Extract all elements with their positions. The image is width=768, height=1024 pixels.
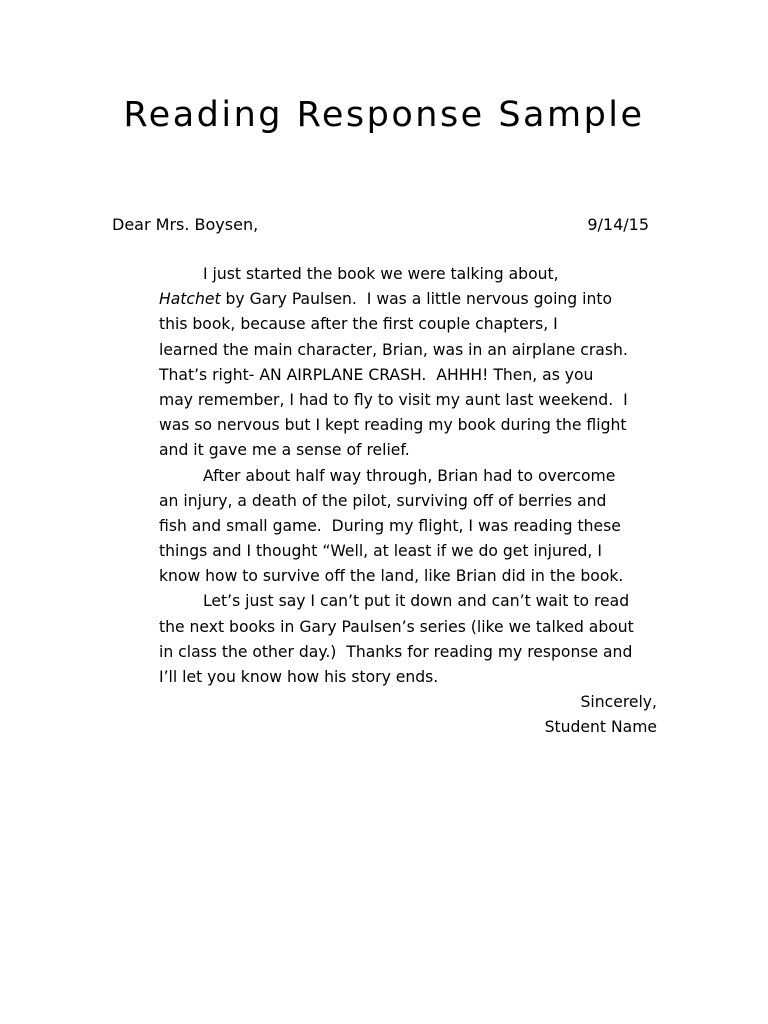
body-line [159, 262, 659, 287]
body-line [159, 464, 659, 489]
body-line [159, 413, 659, 438]
body-line-text: I just started the book we were talking about, [203, 265, 559, 283]
body-line-text: and it gave me a sense of relief. [159, 441, 410, 460]
body-line [159, 615, 659, 640]
body-line-text: in class the other day.) Thanks for reading my response and [159, 642, 633, 661]
letter-body [159, 262, 659, 741]
body-line [159, 539, 659, 564]
body-line [159, 363, 659, 388]
body-line-text: I’ll let you know how his story ends. [159, 668, 439, 686]
body-line [159, 564, 659, 589]
body-line-text: this book, because after the first couple chapters, I [159, 315, 558, 334]
body-line [159, 438, 659, 463]
body-line [159, 514, 659, 539]
body-line [159, 589, 659, 614]
body-line-text: the next books in Gary Paulsen’s series (like we talked about [159, 617, 634, 636]
body-line-text: an injury, a death of the pilot, surviving off of berries and [159, 491, 607, 510]
body-line-text: was so nervous but I kept reading my book during the flight [159, 416, 627, 435]
body-line-text: learned the main character, Brian, was in an airplane crash. [159, 340, 628, 359]
signature: Student Name [544, 718, 657, 737]
body-line-text: Let’s just say I can’t put it down and can’t wait to read [203, 592, 630, 611]
body-line [159, 665, 659, 690]
body-line-text: by Gary Paulsen. I was a little nervous going into [220, 290, 613, 309]
body-line [159, 640, 659, 665]
page-title: Reading Response Sample [123, 95, 645, 135]
body-line-text: That’s right- AN AIRPLANE CRASH. AHHH! Then, as you [159, 365, 594, 384]
body-line [159, 338, 659, 363]
greeting-row [112, 213, 649, 237]
body-line-text: fish and small game. During my flight, I was reading these [159, 516, 621, 535]
body-line [159, 388, 659, 413]
body-line [159, 312, 659, 337]
body-line-text: things and I thought “Well, at least if we do get injured, I [159, 542, 602, 561]
closing: Sincerely, [580, 693, 657, 712]
body-line-text: may remember, I had to fly to visit my aunt last weekend. I [159, 390, 628, 409]
letter-date: 9/14/15 [587, 215, 649, 234]
body-line-text: know how to survive off the land, like Brian did in the book. [159, 567, 624, 586]
salutation: Dear Mrs. Boysen, [112, 215, 259, 234]
signature-line [159, 715, 659, 740]
body-line-text: After about half way through, Brian had to overcome [203, 466, 616, 485]
book-title: Hatchet [159, 290, 221, 309]
body-line [159, 287, 659, 312]
body-line [159, 489, 659, 514]
closing-line [159, 690, 659, 715]
